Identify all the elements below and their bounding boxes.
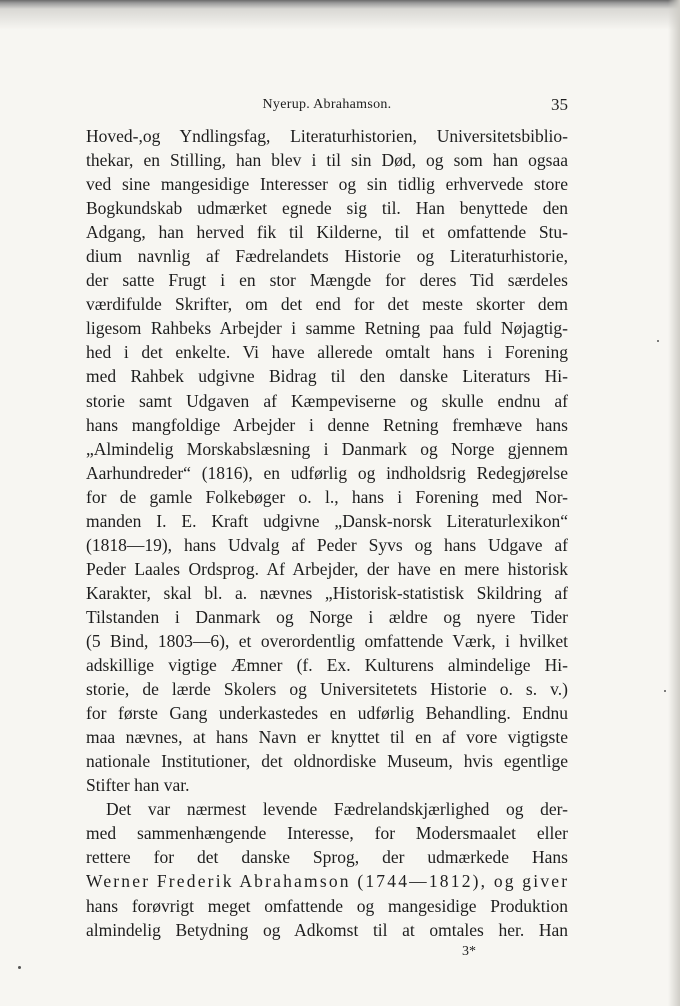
text-line: nationale Institutioner, det oldnordiske Museum, hvis egentlige — [86, 751, 568, 772]
text-line: Stifter han var. — [86, 775, 190, 796]
text-line: dium navnlig af Fædrelandets Historie og Literaturhistorie, — [86, 246, 568, 267]
text-line: storie samt Udgaven af Kæmpeviserne og skulle endnu af — [86, 390, 568, 411]
text-line: med Rahbek udgivne Bidrag til den danske Literaturs Hi- — [86, 366, 568, 387]
text-line: hed i det enkelte. Vi have allerede omtalt hans i Forening — [86, 342, 568, 363]
page-right-shadow — [668, 0, 680, 1006]
text-line: (1818—19), hans Udvalg af Peder Syvs og hans Udgave af — [86, 534, 568, 555]
page-header — [86, 95, 568, 119]
text-line: der satte Frugt i en stor Mængde for deres Tid særdeles — [86, 270, 568, 291]
text-line: thekar, en Stilling, han blev i til sin Død, og som han ogsaa — [86, 150, 568, 171]
text-line: værdifulde Skrifter, om det end for det meste skorter dem — [86, 294, 568, 315]
body-text — [86, 124, 568, 942]
text-line: Hoved-,og Yndlingsfag, Literaturhistorien, Universitetsbiblio- — [86, 126, 568, 146]
page-top-shadow — [0, 0, 680, 30]
ink-speck — [18, 966, 21, 969]
text-line-spaced-name: Werner Frederik Abrahamson (1744—1812), og giver — [86, 871, 570, 892]
running-head: Nyerup. Abrahamson. — [262, 97, 392, 112]
text-line: rettere for det danske Sprog, der udmærkede Hans — [86, 847, 568, 868]
text-line: ved sine mangesidige Interesser og sin tidlig erhvervede store — [86, 174, 568, 195]
text-line: for første Gang underkastedes en udførlig Behandling. Endnu — [86, 703, 568, 724]
text-line: maa nævnes, at hans Navn er knyttet til en af vore vigtigste — [86, 727, 568, 748]
text-line: Peder Laales Ordsprog. Af Arbejder, der have en mere historisk — [86, 558, 568, 579]
ink-speck — [657, 340, 659, 342]
text-line: storie, de lærde Skolers og Universitetets Historie o. s. v.) — [86, 679, 568, 700]
text-line: (5 Bind, 1803—6), et overordentlig omfattende Værk, i hvilket — [86, 630, 568, 651]
text-line: almindelig Betydning og Adkomst til at omtales her. Han — [86, 919, 568, 940]
text-line: for de gamle Folkebøger o. l., hans i Forening med Nor- — [86, 486, 568, 507]
text-line-paragraph-start: Det var nærmest levende Fædrelandskjærlighed og der- — [106, 799, 568, 820]
text-line: hans forøvrigt meget omfattende og mangesidige Produktion — [86, 895, 568, 916]
text-line: adskillige vigtige Æmner (f. Ex. Kulturens almindelige Hi- — [86, 655, 568, 676]
text-line: Tilstanden i Danmark og Norge i ældre og nyere Tider — [86, 606, 568, 627]
text-line: Aarhundreder“ (1816), en udførlig og indholdsrig Redegjørelse — [86, 462, 568, 483]
text-line: manden I. E. Kraft udgivne „Dansk-norsk Literaturlexikon“ — [86, 510, 568, 531]
page-number: 35 — [551, 95, 568, 114]
text-line: Karakter, skal bl. a. nævnes „Historisk-statistisk Skildring af — [86, 582, 568, 603]
text-line: med sammenhængende Interesse, for Modersmaalet eller — [86, 823, 568, 844]
ink-speck — [664, 690, 666, 692]
text-line: hans mangfoldige Arbejder i denne Retning fremhæve hans — [86, 414, 568, 435]
signature-mark: 3* — [462, 944, 476, 959]
text-line: ligesom Rahbeks Arbejder i samme Retning paa fuld Nøjagtig- — [86, 318, 568, 339]
text-line: Bogkundskab udmærket egnede sig til. Han benyttede den — [86, 198, 568, 219]
text-line: Adgang, han herved fik til Kilderne, til et omfattende Stu- — [86, 222, 568, 243]
text-line: „Almindelig Morskabslæsning i Danmark og Norge gjennem — [86, 438, 568, 459]
